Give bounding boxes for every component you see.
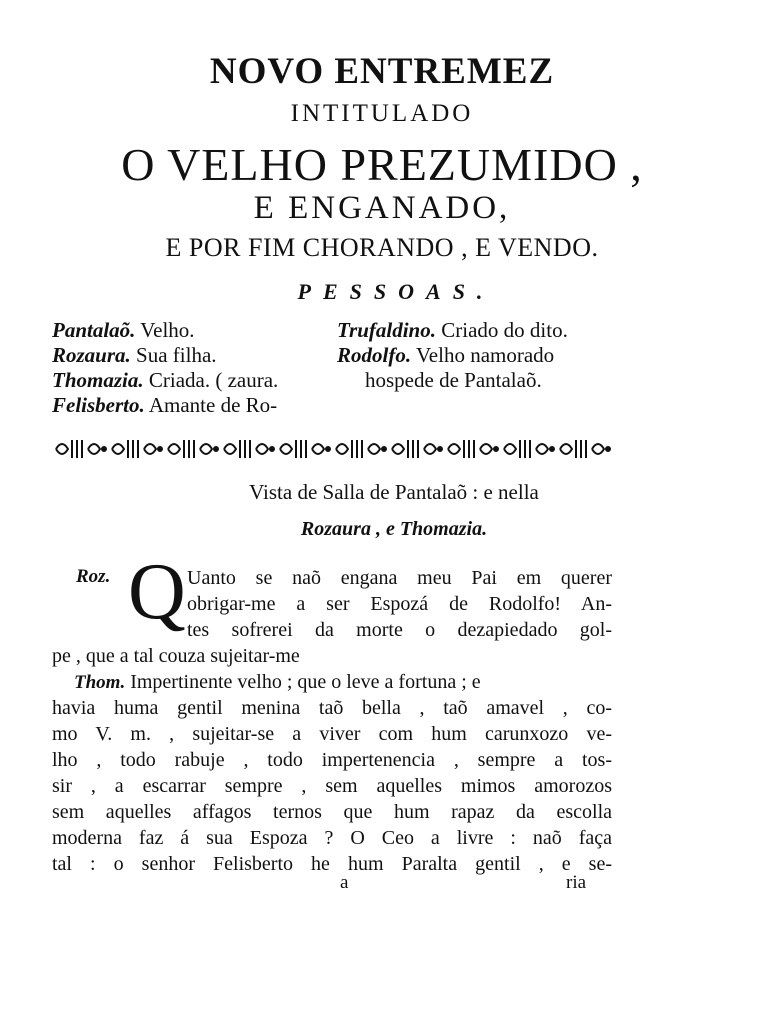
signature-mark: a (340, 872, 349, 893)
cast-name: Felisberto. (52, 393, 145, 417)
catchword: ria (566, 872, 587, 893)
ornament-border (52, 434, 612, 464)
text-line: havia huma gentil menina taõ bella , taõ amavel , co- (52, 697, 612, 719)
cast-name: Pantalaõ. (52, 318, 136, 342)
cast-desc: hospede de Pantalaõ. (365, 368, 542, 392)
cast-item (337, 368, 568, 393)
text-line: mo V. m. , sujeitar-se a viver com hum carunxozo ve- (52, 723, 612, 745)
ornament-unit (280, 440, 330, 458)
cast-list-right (337, 318, 568, 393)
drop-cap: Q (128, 548, 186, 636)
cast-item (52, 318, 278, 343)
ornament-unit (392, 440, 442, 458)
ornament-unit (112, 440, 162, 458)
title-line-5: E POR FIM CHORANDO , E VENDO. (165, 233, 599, 262)
cast-desc: Criada. ( zaura. (143, 368, 279, 392)
scene-direction: Vista de Salla de Pantalaõ : e nella (249, 480, 539, 504)
ornament-unit (504, 440, 554, 458)
cast-name: Rozaura. (52, 343, 131, 367)
text-line: lho , todo rabuje , todo impertenencia , sempre a tos- (52, 749, 612, 771)
cast-desc: Criado do dito. (436, 318, 568, 342)
cast-item (337, 343, 568, 368)
ornament-unit (168, 440, 218, 458)
cast-name: Trufaldino. (337, 318, 436, 342)
text-line: sem aquelles affagos ternos que hum rapaz da escolla (52, 801, 612, 823)
ornament-unit (560, 440, 610, 458)
speaker-label: Thom. (74, 672, 126, 693)
personae-heading: PESSOAS. (297, 279, 495, 304)
title-main: O VELHO PREZUMIDO , (121, 139, 643, 190)
cast-list-left (52, 318, 278, 418)
cast-desc: Velho. (135, 318, 195, 342)
cast-item (52, 368, 278, 393)
title-line-1: NOVO ENTREMEZ (209, 51, 555, 92)
cast-desc: Sua filha. (130, 343, 217, 367)
speaker-label: Roz. (76, 566, 111, 587)
ornament-unit (224, 440, 274, 458)
ornament-unit (56, 440, 106, 458)
text-line-content: Impertinente velho ; que o leve a fortuna ; e (130, 671, 481, 693)
cast-name: Rodolfo. (337, 343, 412, 367)
text-line (74, 669, 612, 695)
cast-item (52, 393, 278, 418)
text-line: pe , que a tal couza sujeitar-me (52, 645, 300, 667)
text-line: tal : o senhor Felisberto he hum Paralta gentil , e se- (52, 853, 612, 875)
text-line: tes sofrerei da morte o dezapiedado gol- (187, 619, 612, 641)
text-line: moderna faz á sua Espoza ? O Ceo a livre : naõ faça (52, 827, 612, 849)
text-line: sir , a escarrar sempre , sem aquelles mimos amorozos (52, 775, 612, 797)
text-line: obrigar-me a ser Espozá de Rodolfo! An- (187, 593, 612, 615)
text-line: Uanto se naõ engana meu Pai em querer (187, 567, 612, 589)
ornament-unit (448, 440, 498, 458)
cast-desc: Amante de Ro- (144, 393, 278, 417)
cast-item (337, 318, 568, 343)
cast-desc: Velho namorado (411, 343, 555, 367)
scene-characters: Rozaura , e Thomazia. (300, 518, 488, 540)
ornament-unit (336, 440, 386, 458)
cast-name: Thomazia. (52, 368, 144, 392)
cast-item (52, 343, 278, 368)
title-line-4: E ENGANADO, (253, 190, 511, 226)
title-line-2: INTITULADO (290, 100, 474, 127)
